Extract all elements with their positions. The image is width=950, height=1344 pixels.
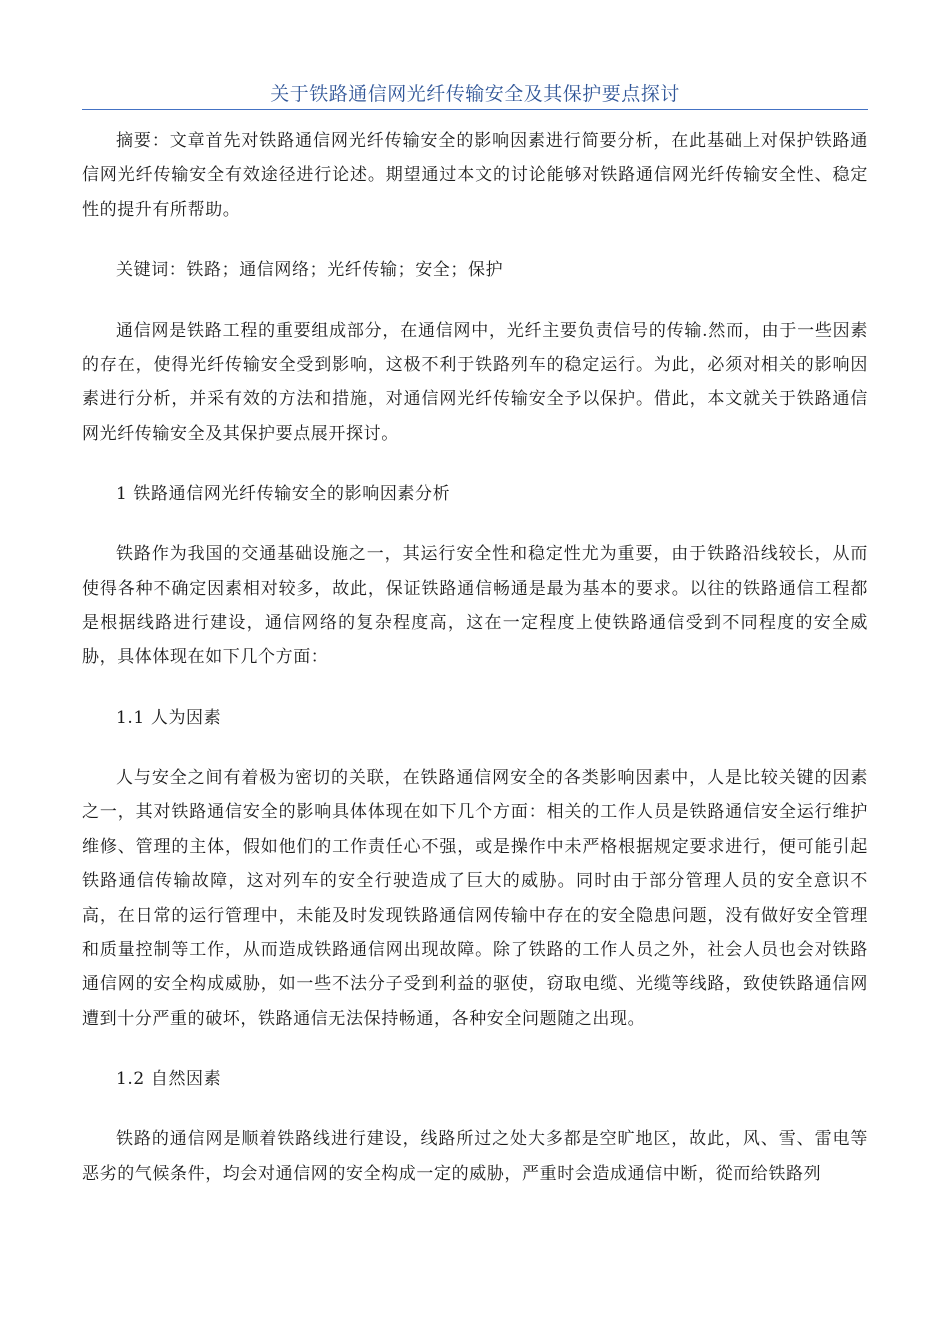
- section-1-1-paragraph: 人与安全之间有着极为密切的关联，在铁路通信网安全的各类影响因素中，人是比较关键的因素之一，其对铁路通信安全的影响具体体现在如下几个方面：相关的工作人员是铁路通信安全运行维护维修、管理的主体，假如他们的工作责任心不强，或是操作中未严格根据规定要求进行，便可能引起铁路通信传输故障，这对列车的安全行驶造成了巨大的威胁。同时由于部分管理人员的安全意识不高，在日常的运行管理中，未能及时发现铁路通信网传输中存在的安全隐患问题，没有做好安全管理和质量控制等工作，从而造成铁路通信网出现故障。除了铁路的工作人员之外，社会人员也会对铁路通信网的安全构成威胁，如一些不法分子受到利益的驱使，窃取电缆、光缆等线路，致使铁路通信网遭到十分严重的破坏，铁路通信无法保持畅通，各种安全问题随之出现。: [82, 767, 868, 1029]
- page-header-title: 关于铁路通信网光纤传输安全及其保护要点探讨: [270, 83, 680, 105]
- section-1-heading: 1 铁路通信网光纤传输安全的影响因素分析: [116, 484, 451, 505]
- section-1-2-paragraph: 铁路的通信网是顺着铁路线进行建设，线路所过之处大多都是空旷地区，故此，风、雪、雷电等恶劣的气候条件，均会对通信网的安全构成一定的威胁，严重时会造成通信中断，從而给铁路列: [82, 1129, 868, 1184]
- intro-paragraph: 通信网是铁路工程的重要组成部分，在通信网中，光纤主要负责信号的传输.然而，由于一些因素的存在，使得光纤传输安全受到影响，这极不利于铁路列车的稳定运行。为此，必须对相关的影响因素进行分析，并采有效的方法和措施，对通信网光纤传输安全予以保护。借此，本文就关于铁路通信网光纤传输安全及其保护要点展开探讨。: [82, 320, 868, 444]
- header-divider: [82, 109, 868, 110]
- abstract-paragraph: 摘要：文章首先对铁路通信网光纤传输安全的影响因素进行简要分析，在此基础上对保护铁路通信网光纤传输安全有效途径进行论述。期望通过本文的讨论能够对铁路通信网光纤传输安全性、稳定性的提升有所帮助。: [82, 131, 868, 220]
- section-1-2-heading: 1.2 自然因素: [116, 1069, 222, 1090]
- section-1-paragraph: 铁路作为我国的交通基础设施之一，其运行安全性和稳定性尤为重要，由于铁路沿线较长，从而使得各种不确定因素相对较多，故此，保证铁路通信畅通是最为基本的要求。以往的铁路通信工程都是根据线路进行建设，通信网络的复杂程度高，这在一定程度上使铁路通信受到不同程度的安全威胁，具体体现在如下几个方面：: [82, 544, 868, 668]
- keywords-paragraph: 关键词：铁路；通信网络；光纤传输；安全；保护: [116, 260, 504, 281]
- section-1-1-heading: 1.1 人为因素: [116, 707, 222, 728]
- document-body: [82, 124, 868, 1191]
